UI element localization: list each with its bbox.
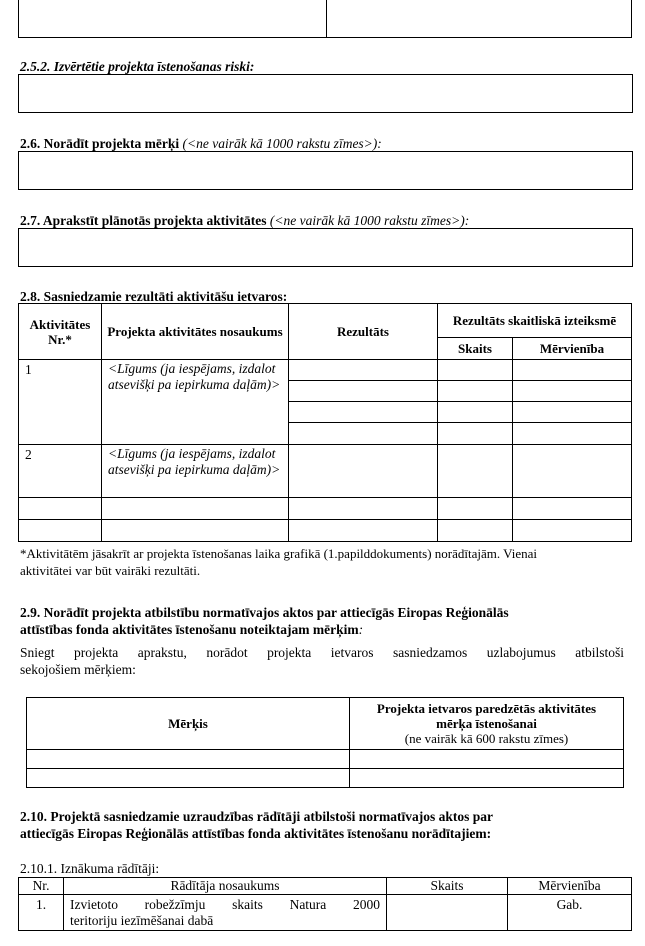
section-2-9-intro: sekojošiem mērķiem: [20,662,136,677]
col-header-activity-name: Projekta aktivitātes nosaukums [102,304,289,360]
unit-cell[interactable] [513,360,632,381]
col-header-unit: Mērvienība [508,878,632,895]
goal-cell[interactable] [27,769,350,788]
indicator-nr-cell: 1. [19,895,64,931]
section-2-7-heading [20,213,469,229]
unit-cell[interactable] [513,402,632,423]
top-table [18,0,632,38]
section-2-7-title: 2.7. Aprakstīt plānotās projekta aktivitātes [20,213,267,228]
col-header-measure: Rezultāts skaitliskā izteiksmē [438,304,632,338]
activity-nr-cell: 2 [19,445,102,498]
planned-activity-cell[interactable] [350,750,624,769]
col-header-planned-activities [350,698,624,750]
planned-activities-title: mērķa īstenošanai [436,716,537,731]
result-cell[interactable] [289,520,438,542]
activity-nr-cell: 1 [19,360,102,445]
col-header-count: Skaits [438,338,513,360]
section-2-10-1-heading: 2.10.1. Iznākuma rādītāji: [20,861,160,876]
result-cell[interactable] [289,360,438,381]
col-header-nr: Nr. [19,878,64,895]
col-header-result: Rezultāts [289,304,438,360]
count-cell[interactable] [438,423,513,445]
top-table-cell [19,0,327,38]
section-2-6-heading [20,136,382,152]
count-cell[interactable] [438,445,513,498]
count-cell[interactable] [438,402,513,423]
activities-input-box[interactable] [18,228,633,267]
unit-cell[interactable] [513,423,632,445]
planned-activities-title: Projekta ietvaros paredzētās aktivitātes [376,701,597,716]
section-2-10-heading: attiecīgās Eiropas Reģionālās attīstības fonda aktivitātes īstenošanu norādītajiem: [20,826,492,841]
planned-activity-cell[interactable] [350,769,624,788]
section-2-6-note: (<ne vairāk kā 1000 rakstu zīmes>): [182,136,382,151]
result-cell[interactable] [289,381,438,402]
section-2-6-title: 2.6. Norādīt projekta mērķi [20,136,180,151]
unit-cell[interactable] [513,445,632,498]
results-footnote: aktivitātei var būt vairāki rezultāti. [20,563,201,578]
indicator-name-line: teritoriju iezīmēšanai dabā [70,913,214,928]
count-cell[interactable] [438,381,513,402]
section-2-8-heading: 2.8. Sasniedzamie rezultāti aktivitāšu ietvaros: [20,289,288,304]
result-cell[interactable] [289,423,438,445]
goal-cell[interactable] [27,750,350,769]
top-table-cell [327,0,632,38]
unit-cell[interactable] [513,498,632,520]
activity-name-cell: <Līgums (ja iespējams, izdalot atsevišķi pa iepirkuma daļām)> [102,360,289,445]
planned-activities-limit: (ne vairāk kā 600 rakstu zīmes) [404,731,569,746]
section-2-5-2-heading: 2.5.2. Izvērtētie projekta īstenošanas riski: [20,59,255,74]
unit-cell[interactable] [513,381,632,402]
indicator-count-cell[interactable] [387,895,508,931]
col-header-indicator-name: Rādītāja nosaukums [64,878,387,895]
section-2-9-heading: 2.9. Norādīt projekta atbilstību normatīvajos aktos par attiecīgās Eiropas Reģionālās [20,605,509,620]
section-2-9-intro: Sniegt projekta aprakstu, norādot projekta ietvaros sasniedzamos uzlabojumus atbilstoši [20,645,624,660]
section-2-9-heading-line2: attīstības fonda aktivitātes īstenošanu noteiktajam mērķim [20,622,359,637]
col-header-unit: Mērvienība [513,338,632,360]
section-2-7-note: (<ne vairāk kā 1000 rakstu zīmes>): [269,213,470,228]
result-cell[interactable] [289,402,438,423]
indicator-name-line: Izvietoto robežzīmju skaits Natura 2000 [70,897,380,912]
result-cell[interactable] [289,498,438,520]
risks-input-box[interactable] [18,74,633,113]
indicator-unit-cell: Gab. [508,895,632,931]
results-footnote: *Aktivitātēm jāsakrīt ar projekta īstenošanas laika grafikā (1.papilddokuments) norādītajām. Vienai [20,546,538,561]
section-2-9-colon: : [358,622,364,637]
unit-cell[interactable] [513,520,632,542]
output-indicators-table [18,877,632,931]
activity-name-cell: <Līgums (ja iespējams, izdalot atsevišķi pa iepirkuma daļām)> [102,445,289,498]
col-header-activity-nr: Aktivitātes Nr.* [19,304,102,360]
count-cell[interactable] [438,498,513,520]
goals-table [26,697,624,788]
count-cell[interactable] [438,360,513,381]
indicator-name-cell [64,895,387,931]
col-header-goal: Mērķis [27,698,350,750]
results-table [18,303,632,542]
section-2-10-heading: 2.10. Projektā sasniedzamie uzraudzības rādītāji atbilstoši normatīvajos aktos par [20,809,493,824]
col-header-count: Skaits [387,878,508,895]
result-cell[interactable] [289,445,438,498]
section-2-9-heading [20,622,363,638]
count-cell[interactable] [438,520,513,542]
goal-input-box[interactable] [18,151,633,190]
